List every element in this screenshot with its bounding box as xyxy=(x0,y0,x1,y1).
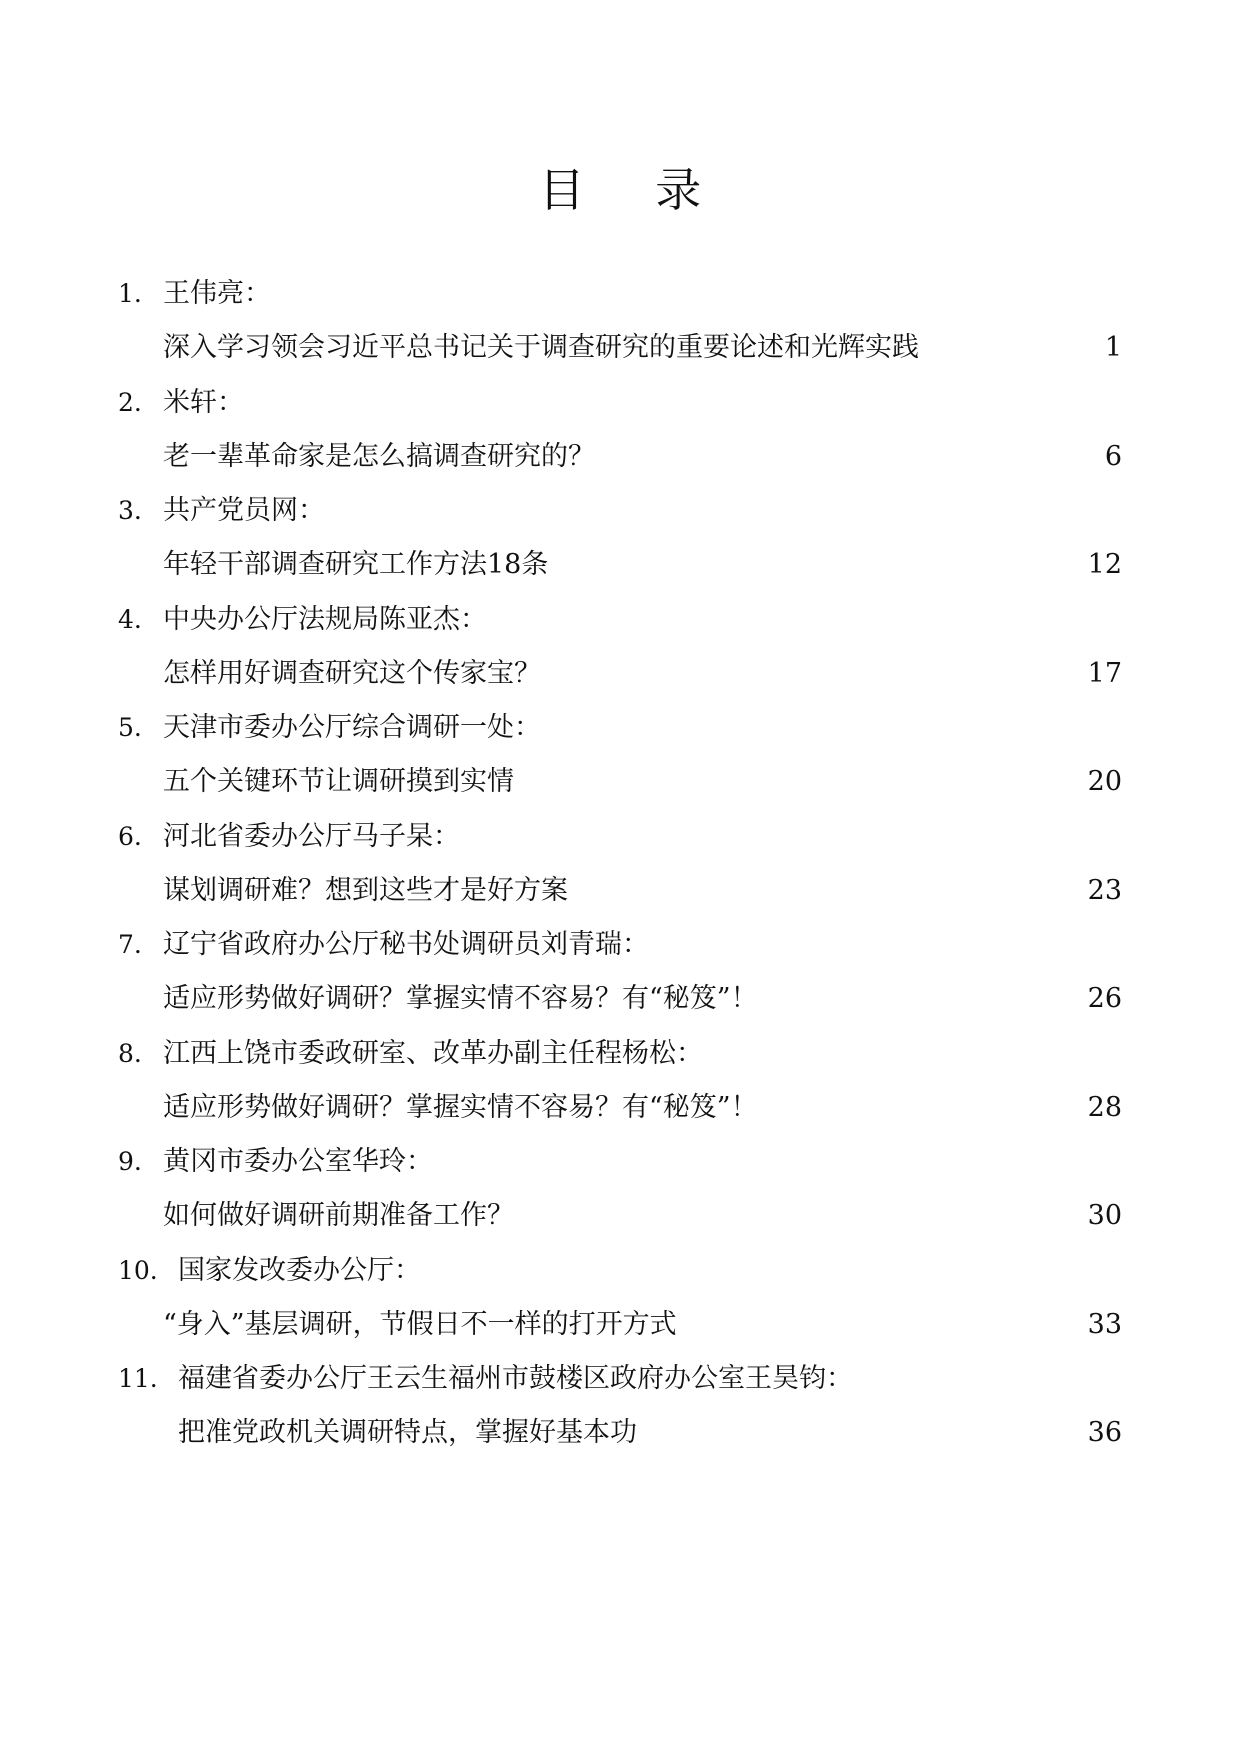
toc-entry-author-line xyxy=(118,272,271,316)
toc-entry-number: 7. xyxy=(118,930,142,959)
toc-entry-page: 26 xyxy=(1087,983,1122,1014)
toc-entry-author-line xyxy=(118,706,541,750)
toc-entry-number: 11. xyxy=(118,1364,158,1393)
toc-entry-page: 1 xyxy=(1104,332,1122,363)
toc-entry-author-line xyxy=(118,1249,421,1293)
toc-entry-number: 10. xyxy=(118,1255,158,1285)
toc-entry-number: 5. xyxy=(118,713,142,742)
toc-entry-number: 2. xyxy=(118,387,142,417)
toc-entry-number: 3. xyxy=(118,496,142,525)
toc-entry-author-line xyxy=(118,381,244,425)
toc-entry-number: 4. xyxy=(118,604,142,634)
toc-entry-author: 天津市委办公厅综合调研一处： xyxy=(163,712,541,743)
toc-entry-author: 中央办公厅法规局陈亚杰： xyxy=(163,603,487,635)
toc-entry-5[interactable] xyxy=(0,706,1240,815)
toc-entry-2[interactable] xyxy=(0,381,1240,490)
toc-entry-page: 6 xyxy=(1104,440,1122,472)
toc-entry-author: 王伟亮： xyxy=(163,278,271,309)
toc-entry-author: 福建省委办公厅王云生福州市鼓楼区政府办公室王昊钧： xyxy=(178,1363,853,1394)
toc-entry-6[interactable] xyxy=(0,815,1240,924)
toc-entry-11[interactable] xyxy=(0,1357,1240,1466)
table-of-contents xyxy=(0,272,1240,1466)
toc-entry-3[interactable] xyxy=(0,489,1240,598)
toc-entry-author: 国家发改委办公厅： xyxy=(178,1254,421,1286)
toc-entry-page: 30 xyxy=(1087,1200,1122,1231)
toc-entry-number: 1. xyxy=(118,279,142,308)
toc-entry-author: 共产党员网： xyxy=(163,495,325,526)
toc-entry-8[interactable] xyxy=(0,1032,1240,1141)
toc-entry-page: 23 xyxy=(1087,874,1122,906)
toc-entry-number: 9. xyxy=(118,1147,142,1176)
toc-entry-7[interactable] xyxy=(0,923,1240,1032)
toc-entry-author-line xyxy=(118,1032,703,1076)
toc-entry-author: 辽宁省政府办公厅秘书处调研员刘青瑞： xyxy=(163,929,649,960)
toc-entry-author: 江西上饶市委政研室、改革办副主任程杨松： xyxy=(163,1037,703,1069)
toc-entry-10[interactable] xyxy=(0,1249,1240,1358)
toc-entry-title[interactable]: “身入”基层调研，节假日不一样的打开方式 xyxy=(163,1308,677,1340)
toc-entry-title[interactable]: 适应形势做好调研？掌握实情不容易？有“秘笈”！ xyxy=(163,983,758,1014)
page-title: 目 录 xyxy=(538,163,730,217)
toc-entry-page: 12 xyxy=(1087,549,1122,580)
toc-entry-title[interactable]: 深入学习领会习近平总书记关于调查研究的重要论述和光辉实践 xyxy=(163,332,919,363)
toc-entry-title[interactable]: 谋划调研难？想到这些才是好方案 xyxy=(163,874,568,906)
toc-entry-page: 20 xyxy=(1087,766,1122,797)
toc-entry-title[interactable]: 老一辈革命家是怎么搞调查研究的？ xyxy=(163,440,595,472)
toc-entry-page: 28 xyxy=(1087,1091,1122,1123)
toc-entry-author-line xyxy=(118,489,325,533)
toc-entry-author-line xyxy=(118,923,649,967)
toc-entry-title[interactable]: 年轻干部调查研究工作方法18条 xyxy=(163,549,549,580)
toc-entry-number: 6. xyxy=(118,821,142,851)
toc-entry-author: 河北省委办公厅马子杲： xyxy=(163,820,460,852)
toc-entry-page: 33 xyxy=(1087,1308,1122,1340)
toc-entry-author-line xyxy=(118,1140,433,1184)
toc-entry-author-line xyxy=(118,1357,853,1401)
toc-entry-title[interactable]: 如何做好调研前期准备工作？ xyxy=(163,1200,514,1231)
toc-entry-title[interactable]: 把准党政机关调研特点，掌握好基本功 xyxy=(178,1417,637,1448)
toc-entry-author-line xyxy=(118,815,460,859)
toc-entry-page: 17 xyxy=(1087,657,1122,689)
toc-entry-1[interactable] xyxy=(0,272,1240,381)
toc-entry-author: 黄冈市委办公室华玲： xyxy=(163,1146,433,1177)
toc-entry-title[interactable]: 适应形势做好调研？掌握实情不容易？有“秘笈”！ xyxy=(163,1091,758,1123)
toc-entry-title[interactable]: 怎样用好调查研究这个传家宝？ xyxy=(163,657,541,689)
toc-entry-author-line xyxy=(118,598,487,642)
toc-entry-4[interactable] xyxy=(0,598,1240,707)
toc-entry-number: 8. xyxy=(118,1038,142,1068)
toc-entry-9[interactable] xyxy=(0,1140,1240,1249)
toc-entry-author: 米轩： xyxy=(163,386,244,418)
toc-entry-page: 36 xyxy=(1087,1417,1122,1448)
toc-entry-title[interactable]: 五个关键环节让调研摸到实情 xyxy=(163,766,514,797)
